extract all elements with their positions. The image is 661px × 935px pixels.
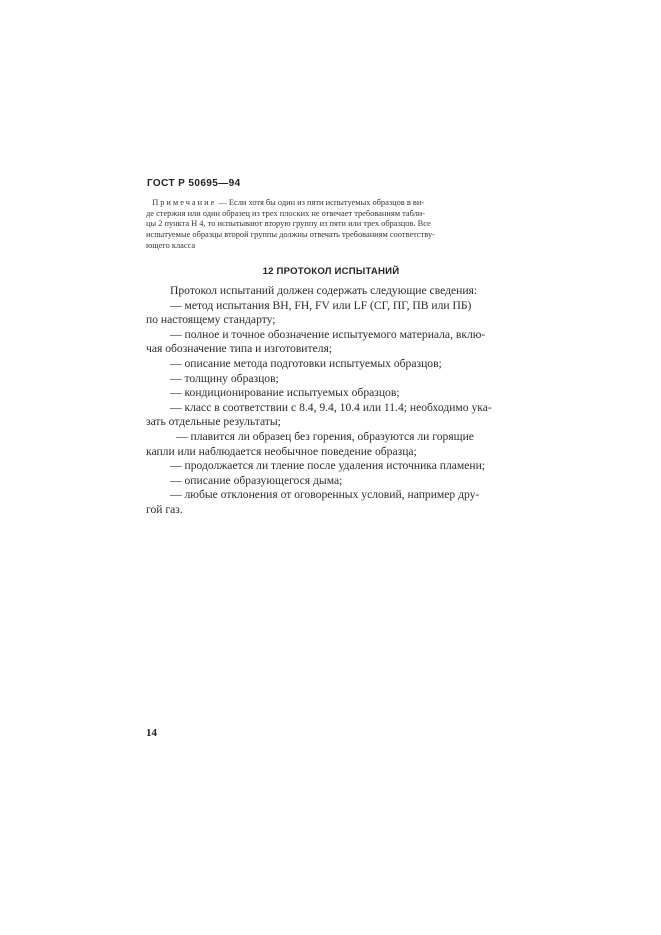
list-item-continuation: чая обозначение типа и изготовителя; [146,342,333,356]
body-intro: Протокол испытаний должен содержать следующие сведения: [170,284,478,297]
list-item: — описание метода подготовки испытуемых образцов; [170,356,442,370]
note-label: Примечание [152,198,217,207]
note-block [146,198,516,252]
list-item: — продолжается ли тление после удаления источника пламени; [170,459,486,473]
note-line: испытуемые образцы второй группы должны отвечать требованиям соответству- [146,230,435,240]
note-line [146,198,516,209]
list-item: — любые отклонения от оговоренных условий, например дру- [170,488,480,502]
note-text: — Если хотя бы один из пяти испытуемых образцов в ви- [216,198,425,207]
list-item-continuation: зать отдельные результаты; [146,415,281,429]
note-line: де стержня или один образец из трех плоских не отвечает требованиям табли- [146,208,426,218]
list-item-continuation: гой газ. [146,502,183,516]
list-item: — полное и точное обозначение испытуемого материала, вклю- [170,327,486,341]
note-line: ющего класса [146,240,196,250]
list-item-continuation: по настоящему стандарту; [146,313,276,327]
list-item-continuation: капли или наблюдается необычное поведение образца; [146,444,417,458]
list-item: — класс в соответствии с 8.4, 9.4, 10.4 или 11.4; необходимо ука- [170,400,492,414]
list-item: — описание образующегося дыма; [170,473,343,487]
list-item: — метод испытания ВН, FH, FV или LF (СГ, ПГ, ПВ или ПБ) [170,298,472,312]
section-title: 12 ПРОТОКОЛ ИСПЫТАНИЙ [262,266,400,277]
note-line: цы 2 пункта Н 4, то испытывают вторую группу из пяти или трех образцов. Все [146,219,431,229]
list-item: — толщину образцов; [170,371,279,385]
page-number: 14 [146,727,157,739]
protocol-body [146,284,518,518]
list-item: — плавится ли образец без горения, образуются ли горящие [176,429,474,443]
list-item: — кондиционирование испытуемых образцов; [170,386,400,400]
document-header: ГОСТ Р 50695—94 [147,178,241,189]
